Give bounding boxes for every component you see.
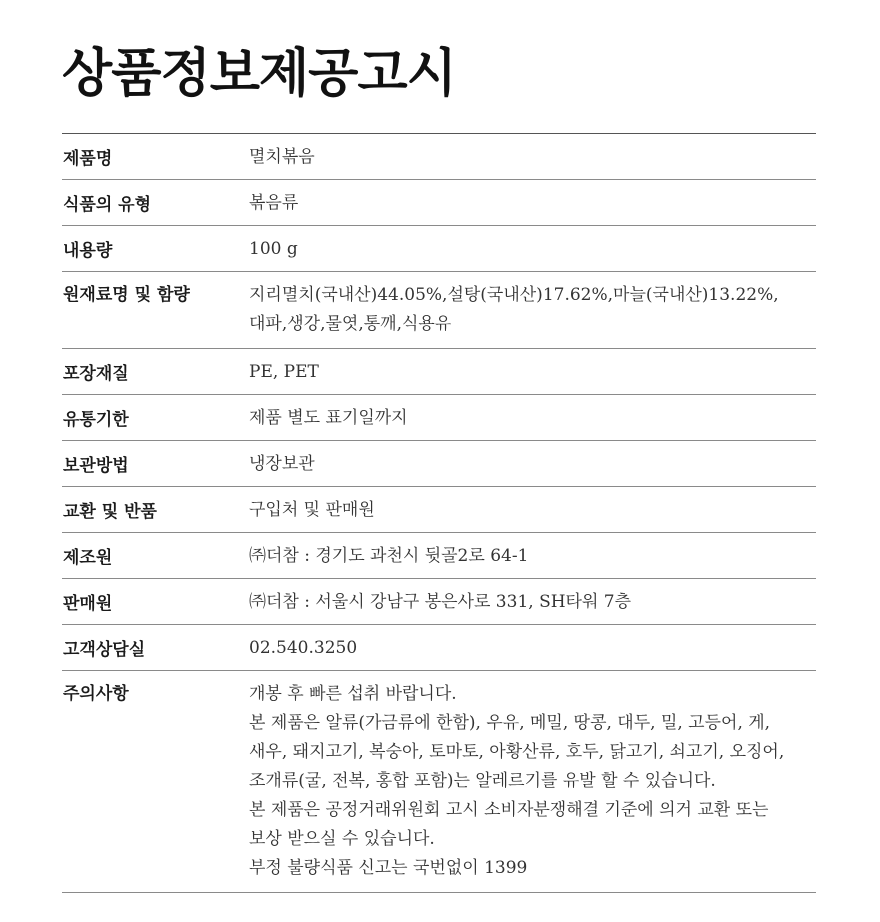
row-value-line: 냉장보관 xyxy=(249,453,315,474)
table-row xyxy=(62,671,816,893)
table-row xyxy=(62,272,816,349)
row-value xyxy=(249,146,816,168)
row-value-line: 02.540.3250 xyxy=(249,637,358,658)
row-value-line: 구입처 및 판매원 xyxy=(249,499,375,520)
row-value xyxy=(249,238,816,260)
row-value-line: 본 제품은 알류(가금류에 한함), 우유, 메밀, 땅콩, 대두, 밀, 고등어, 게, xyxy=(249,713,771,733)
product-info-table xyxy=(62,133,816,893)
row-value xyxy=(249,499,816,521)
table-row xyxy=(62,134,816,180)
row-value-line: 개봉 후 빠른 섭취 바랍니다. xyxy=(249,684,457,704)
row-value xyxy=(249,591,816,613)
row-label: 유통기한 xyxy=(63,410,129,430)
row-value xyxy=(249,453,816,475)
row-label: 교환 및 반품 xyxy=(63,502,157,522)
row-value-line: 지리멸치(국내산)44.05%,설탕(국내산)17.62%,마늘(국내산)13.22%, xyxy=(249,285,779,305)
row-value xyxy=(249,637,816,659)
page-title: 상품정보제공고시 xyxy=(62,43,456,104)
row-value-line: 본 제품은 공정거래위원회 고시 소비자분쟁해결 기준에 의거 교환 또는 xyxy=(249,800,769,820)
row-label: 제조원 xyxy=(63,548,113,568)
row-value xyxy=(249,680,816,883)
table-row xyxy=(62,180,816,226)
row-label: 내용량 xyxy=(63,241,113,261)
row-value-line: 제품 별도 표기일까지 xyxy=(249,407,408,428)
row-label: 식품의 유형 xyxy=(63,195,152,215)
row-label: 판매원 xyxy=(63,594,113,614)
row-value-line: 100 g xyxy=(249,238,298,259)
row-value-line: ㈜더참 : 경기도 과천시 뒷골2로 64-1 xyxy=(249,545,529,566)
row-value-line: 멸치볶음 xyxy=(249,146,315,167)
row-value-line: 보상 받으실 수 있습니다. xyxy=(249,829,435,849)
row-value xyxy=(249,407,816,429)
row-label: 주의사항 xyxy=(63,684,129,704)
row-value xyxy=(249,192,816,214)
row-value-line: 볶음류 xyxy=(249,192,299,213)
row-value-line: 조개류(굴, 전복, 홍합 포함)는 알레르기를 유발 할 수 있습니다. xyxy=(249,771,716,791)
row-value xyxy=(249,281,816,339)
row-label: 원재료명 및 함량 xyxy=(63,285,190,305)
row-value-line: PE, PET xyxy=(249,361,319,382)
table-row xyxy=(62,395,816,441)
row-label: 보관방법 xyxy=(63,456,129,476)
row-value-line: 새우, 돼지고기, 복숭아, 토마토, 아황산류, 호두, 닭고기, 쇠고기, 오징어, xyxy=(249,742,785,762)
table-row xyxy=(62,349,816,395)
row-label: 제품명 xyxy=(63,149,113,169)
row-value xyxy=(249,545,816,567)
table-row xyxy=(62,487,816,533)
row-label: 고객상담실 xyxy=(63,640,146,660)
table-row xyxy=(62,579,816,625)
table-row xyxy=(62,533,816,579)
table-row xyxy=(62,625,816,671)
table-row xyxy=(62,226,816,272)
row-value xyxy=(249,361,816,383)
row-value-line: 부정 불량식품 신고는 국번없이 1399 xyxy=(249,858,528,878)
row-label: 포장재질 xyxy=(63,364,129,384)
row-value-line: ㈜더참 : 서울시 강남구 봉은사로 331, SH타워 7층 xyxy=(249,591,632,612)
row-value-line: 대파,생강,물엿,통깨,식용유 xyxy=(249,314,452,334)
table-row xyxy=(62,441,816,487)
